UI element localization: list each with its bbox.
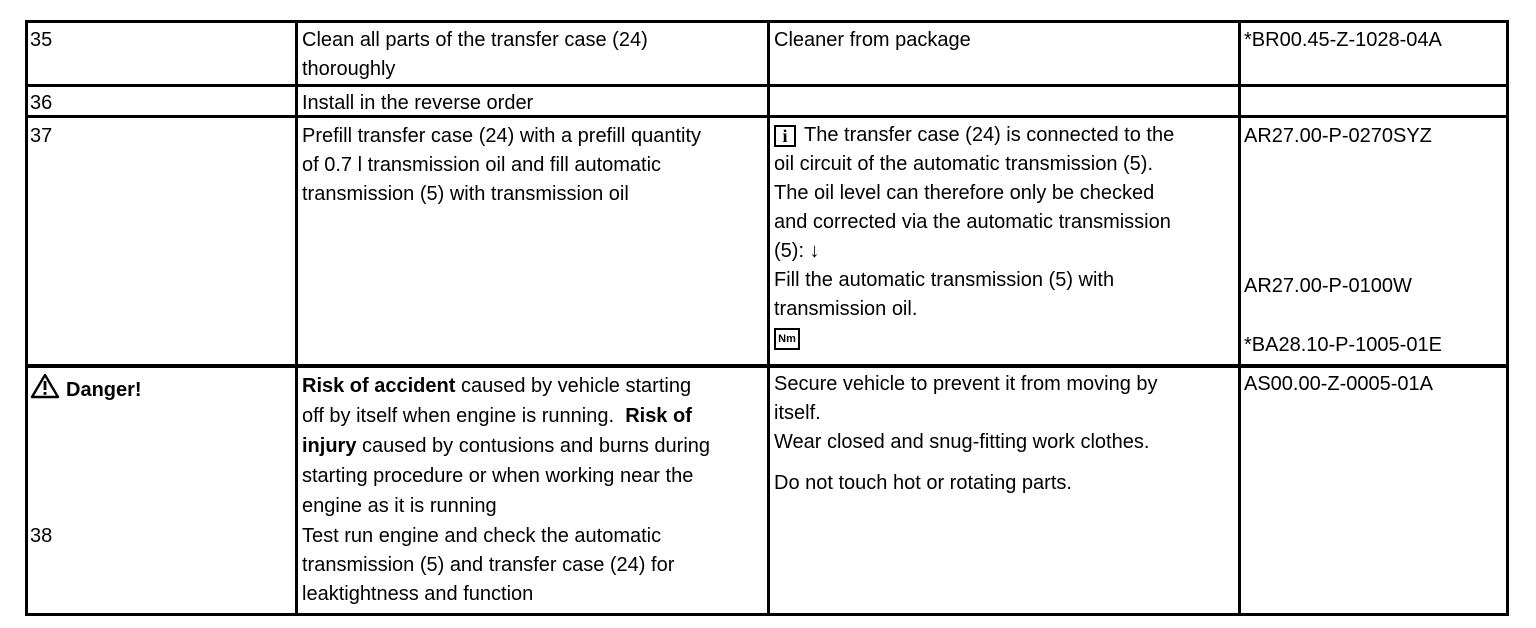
risk-warning-text: Risk of accident caused by vehicle starting off by itself when engine is running. Risk of injury caused by contusions and burns during starting procedure or when working near the engine as it is running xyxy=(302,375,711,517)
torque-nm-icon[interactable]: Nm xyxy=(774,328,800,350)
danger-label: Danger! xyxy=(30,373,292,408)
document-reference[interactable]: *BA28.10-P-1005-01E xyxy=(1244,334,1442,356)
document-reference: *BR00.45-Z-1028-04A xyxy=(1244,29,1442,51)
document-reference[interactable]: AR27.00-P-0270SYZ xyxy=(1244,125,1432,147)
document-reference[interactable]: AR27.00-P-0100W xyxy=(1244,275,1412,297)
step-number: 37 xyxy=(30,125,53,147)
column-divider xyxy=(1238,23,1241,613)
action-text: Prefill transfer case (24) with a prefill quantity of 0.7 l transmission oil and fill automatic transmission (5) with transmission oil xyxy=(302,125,702,205)
repair-procedure-table xyxy=(25,20,1509,616)
step-number: 35 xyxy=(30,29,53,51)
step-number: 36 xyxy=(30,92,53,114)
warning-triangle-icon xyxy=(30,373,60,408)
step-number: 38 xyxy=(30,525,53,547)
note-text: Secure vehicle to prevent it from moving by itself. Wear closed and snug-fitting work clothes. Do not touch hot or rotating parts. xyxy=(774,373,1158,494)
info-icon: i xyxy=(774,125,796,147)
column-divider xyxy=(767,23,770,613)
action-text: Clean all parts of the transfer case (24) thoroughly xyxy=(302,29,648,80)
note-text: i The transfer case (24) is connected to the oil circuit of the automatic transmission (5). The oil level can therefore only be checked and corrected via the automatic transmission (5): ↓ Fill the automatic transmission (5) with transmission oil. Nm xyxy=(774,121,1236,353)
row-divider xyxy=(28,364,1506,368)
row-divider xyxy=(28,84,1506,87)
note-text: Cleaner from package xyxy=(774,29,971,51)
action-text: Install in the reverse order xyxy=(302,92,534,114)
document-reference[interactable]: AS00.00-Z-0005-01A xyxy=(1244,373,1434,395)
action-text: Test run engine and check the automatic transmission (5) and transfer case (24) for leaktightness and function xyxy=(302,525,675,605)
column-divider xyxy=(295,23,298,613)
